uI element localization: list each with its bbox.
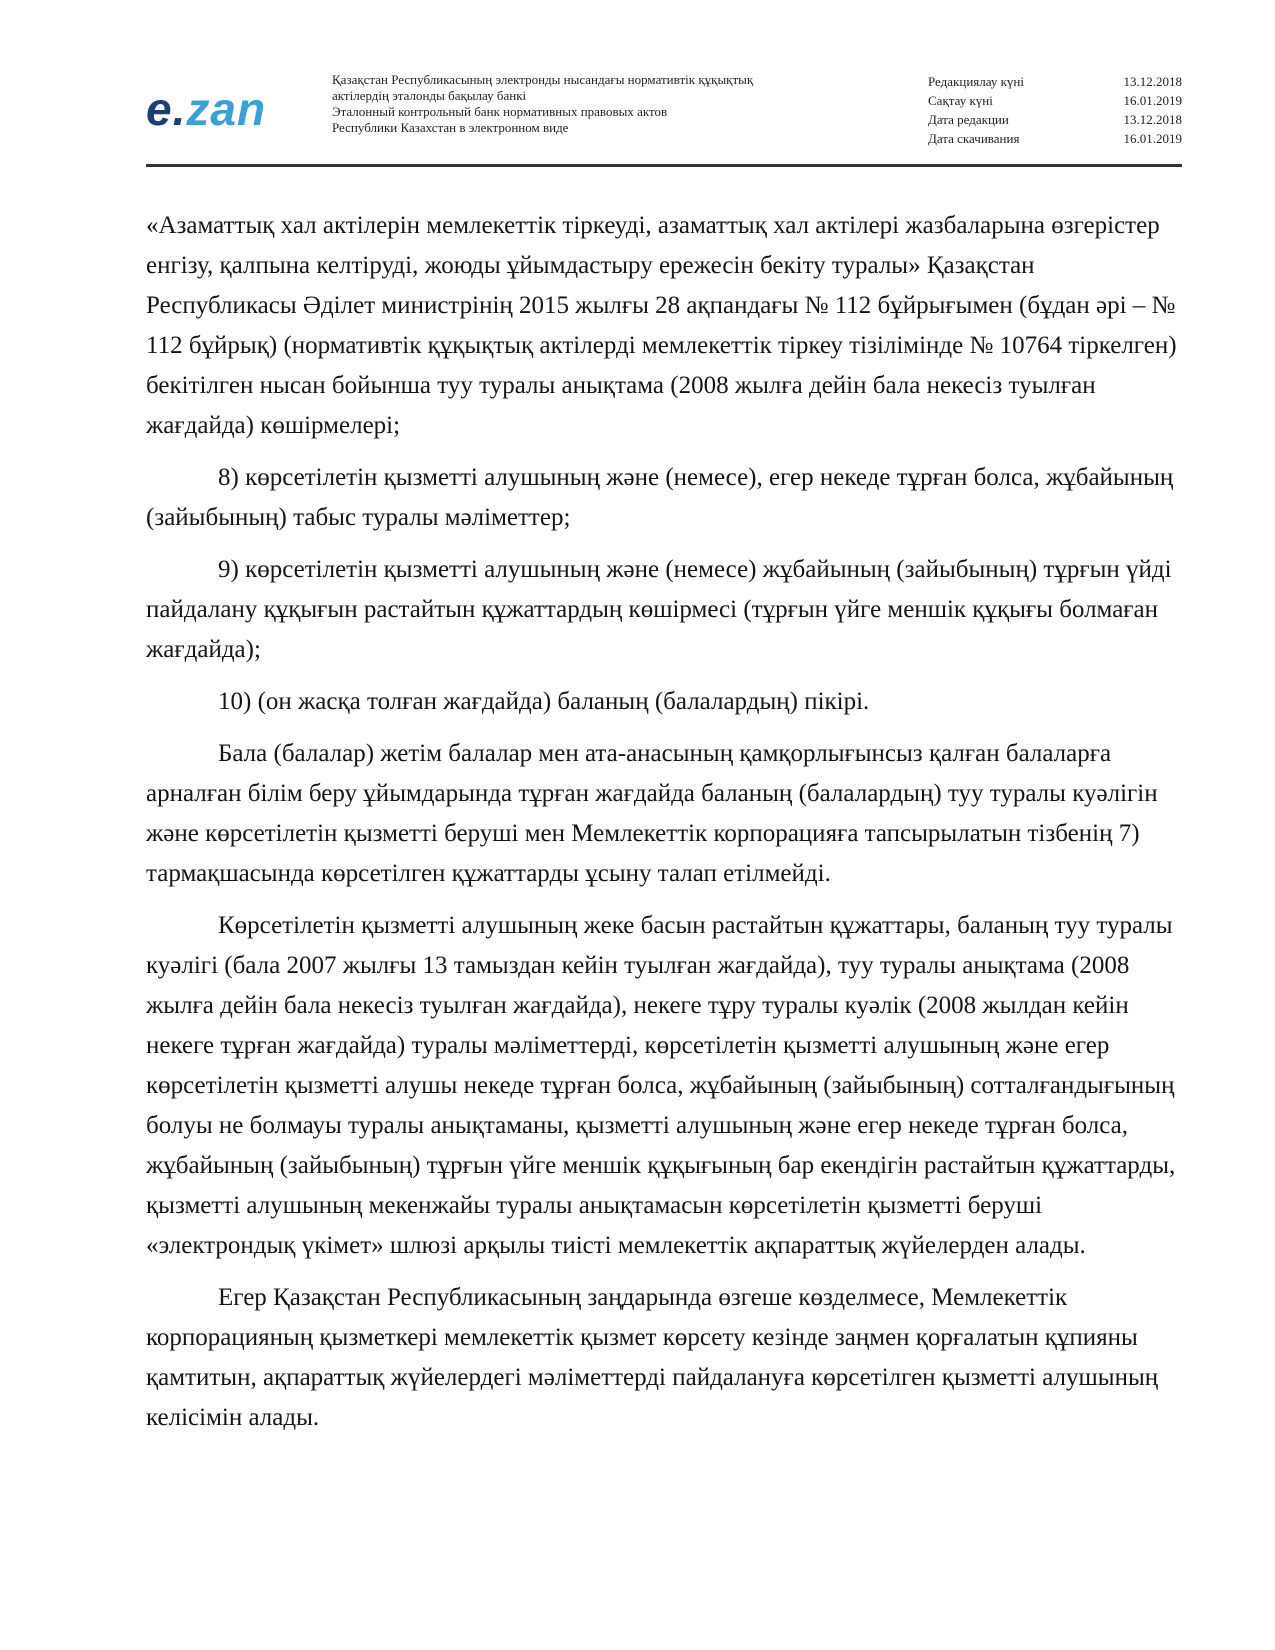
meta-value: 13.12.2018 [1123, 112, 1182, 127]
edit-date-kz-row [928, 72, 1182, 91]
edit-date-ru-row [928, 110, 1182, 129]
document-dates [928, 72, 1182, 148]
paragraph: 9) көрсетілетін қызметті алушының және (немесе) жұбайының (зайыбының) тұрғын үйді пайдалану құқығын растайтын құжаттардың көшірмесі (тұрғын үйге меншік құқығы болмаған жағдайда); [146, 556, 1172, 663]
bank-title-line: Республики Казахстан в электронном виде [332, 120, 569, 135]
download-date-ru-row [928, 129, 1182, 148]
logo-zan: zan [186, 83, 267, 135]
bank-title [332, 72, 892, 136]
logo-e: e [146, 83, 173, 135]
paragraph: Егер Қазақстан Республикасының заңдарында өзгеше көзделмесе, Мемлекеттік корпорацияның қызметкері мемлекеттік қызмет көрсету кезінде заңмен қорғалатын құпияны қамтитын, ақпараттық жүйелердегі мәліметтерді пайдалануға көрсетілген қызметті алушының келісімін алады. [146, 1284, 1159, 1431]
meta-value: 16.01.2019 [1123, 131, 1182, 146]
meta-label: Дата скачивания [928, 131, 1020, 146]
save-date-kz-row [928, 91, 1182, 110]
header-divider [146, 164, 1182, 167]
meta-value: 13.12.2018 [1123, 74, 1182, 89]
logo-dot: . [172, 83, 187, 135]
paragraph: Бала (балалар) жетім балалар мен ата-анасының қамқорлығынсыз қалған балаларға арналған білім беру ұйымдарында тұрған жағдайда баланың (балалардың) туу туралы куәлігін және көрсетілетін қызметті беруші мен Мемлекеттік корпорацияға тапсырылатын тізбенің 7) тармақшасында көрсетілген құжаттарды ұсыну талап етілмейді. [146, 740, 1158, 887]
paragraph: Көрсетілетін қызметті алушының жеке басын растайтын құжаттары, баланың туу туралы куәлігі (бала 2007 жылғы 13 тамыздан кейін туылған жағдайда), туу туралы анықтама (2008 жылға дейін бала некесіз туылған жағдайда), некеге тұру туралы куәлік (2008 жылдан кейін некеге тұрған жағдайда) туралы мәліметтерді, көрсетілетін қызметті алушының және егер көрсетілетін қызметті алушы некеде тұрған болса, жұбайының (зайыбының) сотталғандығының болуы не болмауы туралы анықтаманы, қызметті алушының және егер некеде тұрған болса, жұбайының (зайыбының) тұрғын үйге меншік құқығының бар екендігін растайтын құжаттарды, қызметті алушының мекенжайы туралы анықтамасын көрсетілетін қызметті беруші «электрондық үкімет» шлюзі арқылы тиісті мемлекеттік ақпараттық жүйелерден алады. [146, 912, 1176, 1259]
bank-title-line: Эталонный контрольный банк нормативных правовых актов [332, 104, 668, 119]
paragraph: «Азаматтық хал актілерін мемлекеттік тіркеуді, азаматтық хал актілері жазбаларына өзгерістер енгізу, қалпына келтіруді, жоюды ұйымдастыру ережесін бекіту туралы» Қазақстан Республикасы Әділет министрінің 2015 жылғы 28 ақпандағы № 112 бұйрығымен (бұдан әрі – № 112 бұйрық) (нормативтік құқықтық актілерді мемлекеттік тіркеу тізілімінде № 10764 тіркелген) бекітілген нысан бойынша туу туралы анықтама (2008 жылға дейін бала некесіз туылған жағдайда) көшірмелері; [146, 212, 1177, 439]
meta-value: 16.01.2019 [1123, 93, 1182, 108]
document-header [146, 66, 1182, 166]
ezan-logo [146, 83, 267, 135]
meta-label: Дата редакции [928, 112, 1009, 127]
paragraph: 10) (он жасқа толған жағдайда) баланың (балалардың) пікірі. [218, 688, 870, 715]
document-body [146, 206, 1182, 1450]
paragraph: 8) көрсетілетін қызметті алушының және (немесе), егер некеде тұрған болса, жұбайының (зайыбының) табыс туралы мәліметтер; [146, 464, 1174, 531]
bank-title-line: актілердің эталонды бақылау банкі [332, 88, 527, 103]
meta-label: Сақтау күні [928, 93, 993, 108]
meta-label: Редакциялау күні [928, 74, 1024, 89]
bank-title-line: Қазақстан Республикасының электронды нысандағы нормативтік құқықтық [332, 72, 754, 87]
